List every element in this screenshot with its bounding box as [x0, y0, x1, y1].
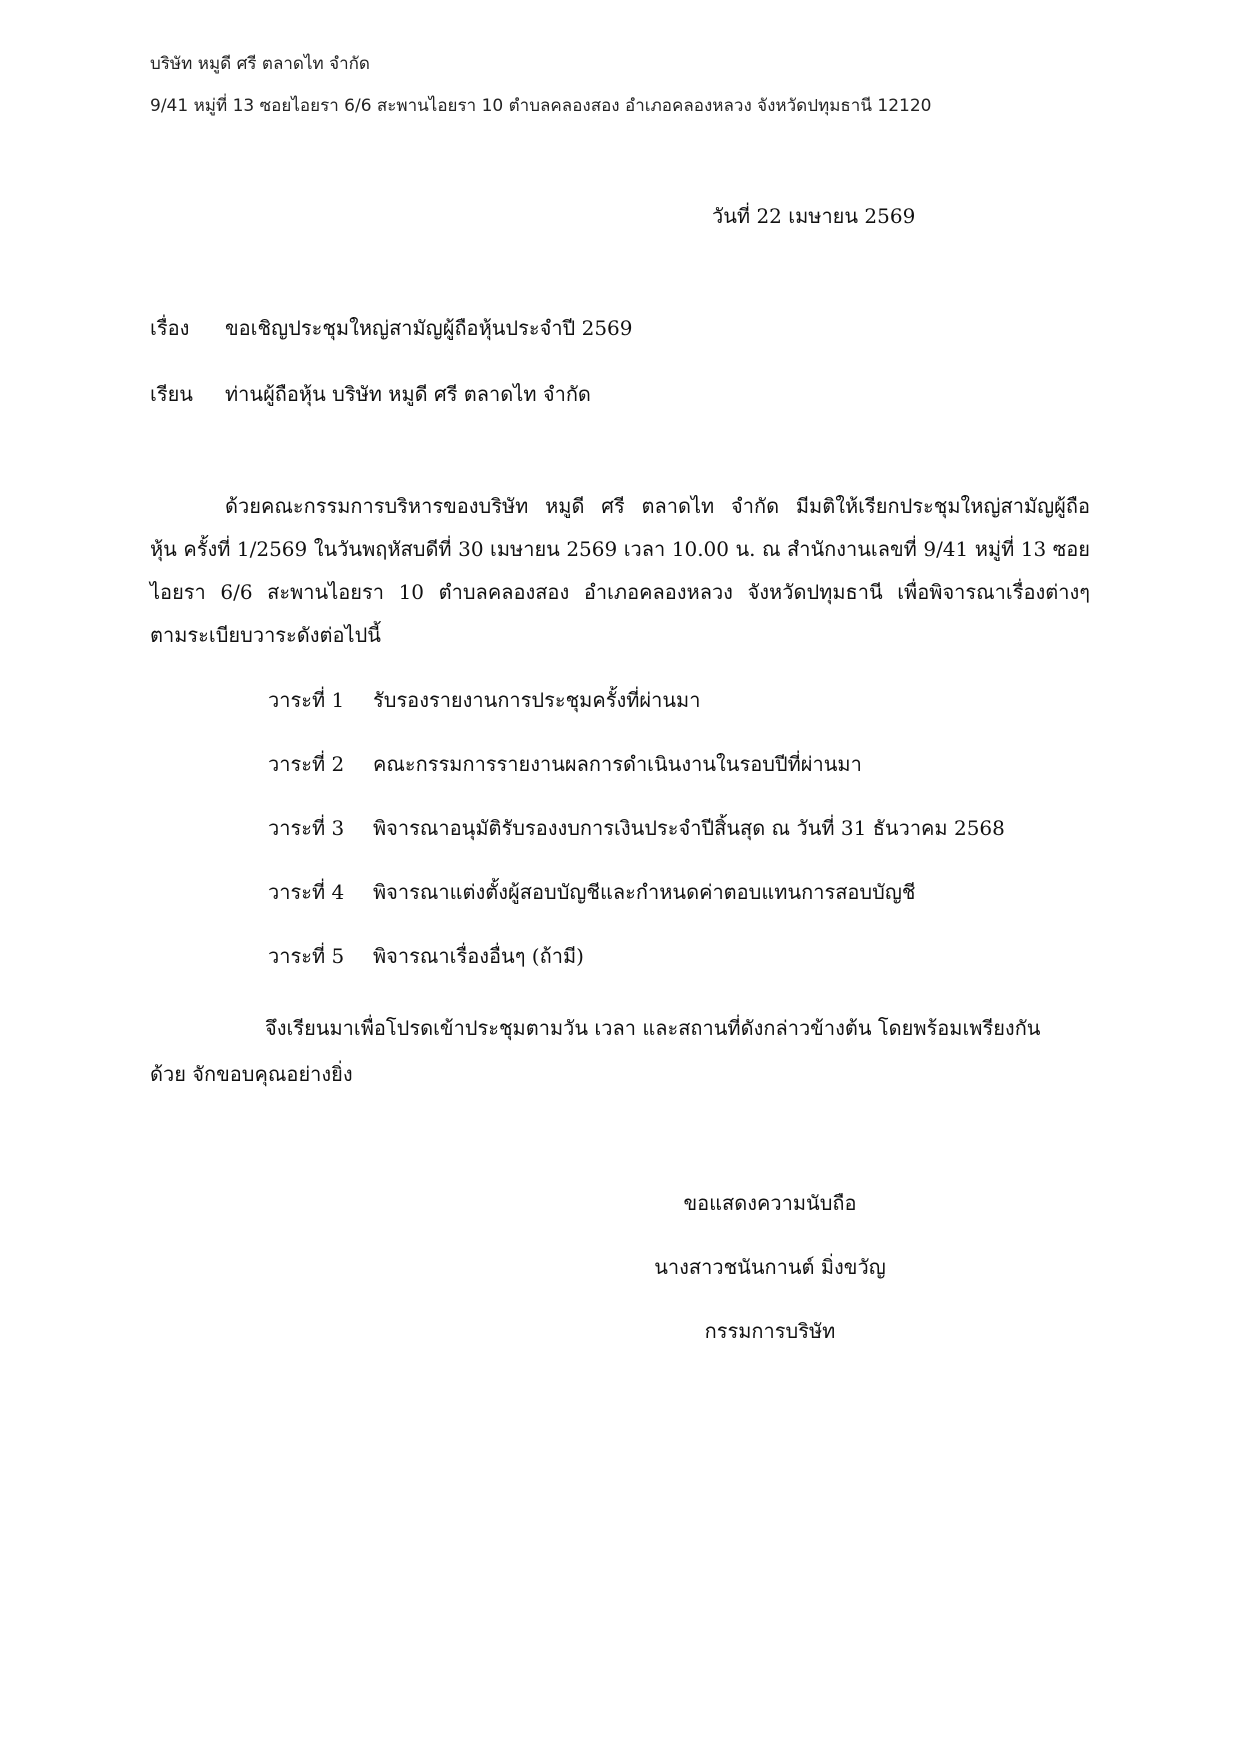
agenda-item — [268, 748, 1005, 812]
body-line: ด้วยคณะกรรมการบริหารของบริษัท หมูดี ศรี ตลาดไท จำกัด มีมติให้เรียกประชุมใหญ่สามัญผู้ถือ — [225, 494, 1090, 518]
agenda-item — [268, 876, 1005, 940]
body-paragraph — [150, 485, 1090, 657]
closing-line: ด้วย จักขอบคุณอย่างยิ่ง — [150, 1062, 353, 1086]
body-line: หุ้น ครั้งที่ 1/2569 ในวันพฤหัสบดีที่ 30 เมษายน 2569 เวลา 10.00 น. ณ สำนักงานเลขที่ 9/41 หมู่ที่ 13 ซอย — [150, 537, 1090, 561]
company-address: 9/41 หมู่ที่ 13 ซอยไอยรา 6/6 สะพานไอยรา 10 ตำบลคลองสอง อำเภอคลองหลวง จังหวัดปทุมธานี 12120 — [150, 96, 932, 116]
agenda-text: พิจารณาอนุมัติรับรองงบการเงินประจำปีสิ้นสุด ณ วันที่ 31 ธันวาคม 2568 — [373, 816, 1005, 840]
recipient-text: ท่านผู้ถือหุ้น บริษัท หมูดี ศรี ตลาดไท จำกัด — [225, 382, 591, 406]
agenda-number: วาระที่ 3 — [268, 816, 345, 840]
body-line: ไอยรา 6/6 สะพานไอยรา 10 ตำบลคลองสอง อำเภอคลองหลวง จังหวัดปทุมธานี เพื่อพิจารณาเรื่องต่างๆ — [150, 580, 1090, 604]
agenda-number: วาระที่ 5 — [268, 944, 345, 968]
signatory-name: นางสาวชนันกานต์ มิ่งขวัญ — [654, 1255, 886, 1279]
agenda-number: วาระที่ 2 — [268, 752, 345, 776]
signatory-position: กรรมการบริษัท — [704, 1319, 836, 1343]
subject-row — [150, 312, 633, 344]
agenda-list — [268, 684, 1005, 1004]
subject-label: เรื่อง — [150, 316, 190, 340]
company-name: บริษัท หมูดี ศรี ตลาดไท จำกัด — [150, 54, 370, 74]
agenda-number: วาระที่ 4 — [268, 880, 345, 904]
agenda-text: คณะกรรมการรายงานผลการดำเนินงานในรอบปีที่ผ่านมา — [373, 752, 862, 776]
recipient-label: เรียน — [150, 382, 193, 406]
recipient-row — [150, 378, 591, 410]
subject-text: ขอเชิญประชุมใหญ่สามัญผู้ถือหุ้นประจำปี 2569 — [225, 316, 633, 340]
agenda-item — [268, 812, 1005, 876]
agenda-text: รับรองรายงานการประชุมครั้งที่ผ่านมา — [373, 688, 701, 712]
closing-paragraph — [150, 1005, 1090, 1097]
agenda-item — [268, 940, 1005, 1004]
agenda-text: พิจารณาแต่งตั้งผู้สอบบัญชีและกำหนดค่าตอบแทนการสอบบัญชี — [373, 880, 916, 904]
closing-line: จึงเรียนมาเพื่อโปรดเข้าประชุมตามวัน เวลา และสถานที่ดังกล่าวข้างต้น โดยพร้อมเพรียงกัน — [265, 1016, 1041, 1040]
agenda-text: พิจารณาเรื่องอื่นๆ (ถ้ามี) — [373, 944, 584, 968]
agenda-item — [268, 684, 1005, 748]
signature-regards: ขอแสดงความนับถือ — [683, 1191, 857, 1215]
body-line: ตามระเบียบวาระดังต่อไปนี้ — [150, 623, 381, 647]
letter-date: วันที่ 22 เมษายน 2569 — [712, 204, 916, 228]
agenda-number: วาระที่ 1 — [268, 688, 345, 712]
